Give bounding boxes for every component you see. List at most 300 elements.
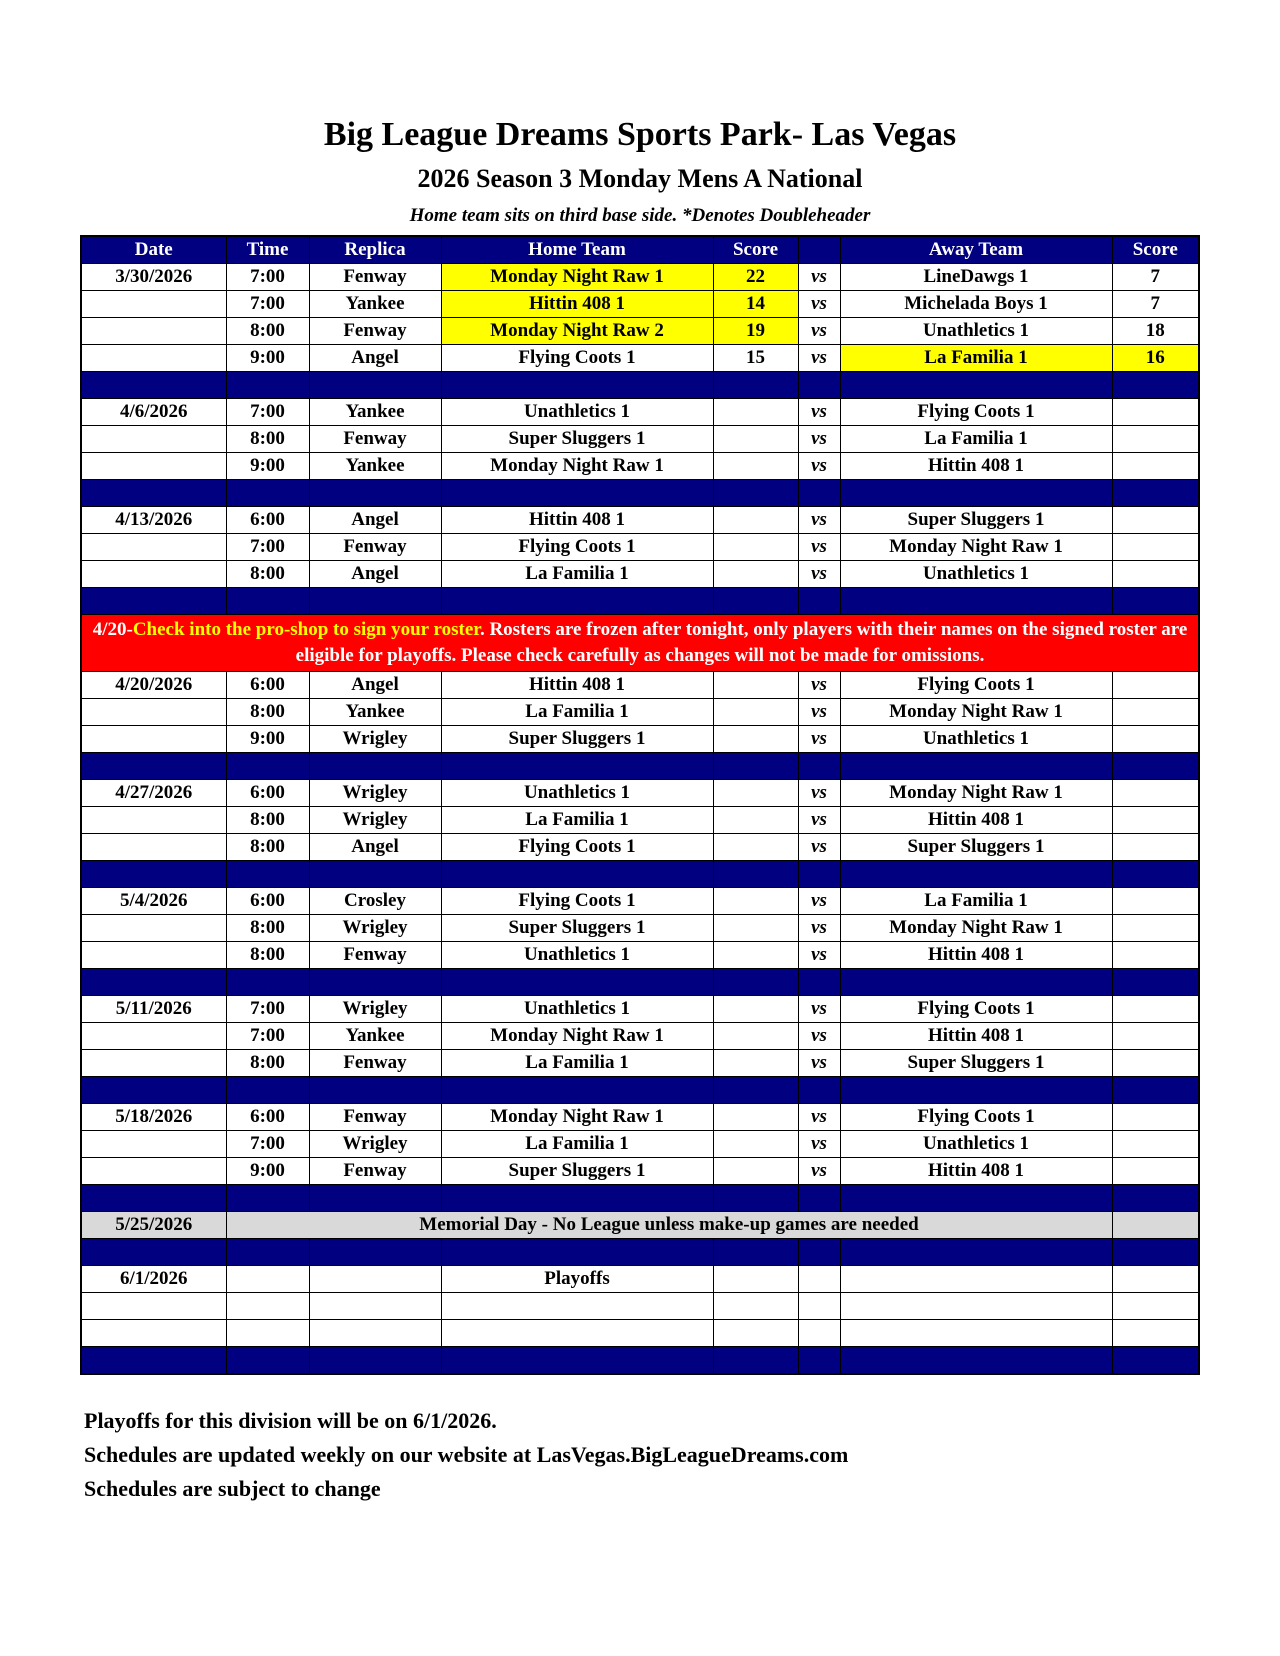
field-cell: Fenway bbox=[309, 318, 441, 345]
time-cell: 9:00 bbox=[226, 453, 309, 480]
separator-cell bbox=[441, 1077, 713, 1104]
game-row bbox=[81, 942, 1199, 969]
home-score-cell bbox=[713, 834, 798, 861]
separator-cell bbox=[713, 861, 798, 888]
date-cell bbox=[81, 561, 226, 588]
roster-notice bbox=[81, 615, 1199, 672]
separator-cell bbox=[840, 861, 1112, 888]
date-cell bbox=[81, 807, 226, 834]
separator-cell bbox=[441, 1239, 713, 1266]
separator-cell bbox=[309, 753, 441, 780]
vs-cell: vs bbox=[798, 672, 840, 699]
separator-cell bbox=[840, 1239, 1112, 1266]
separator-cell bbox=[840, 588, 1112, 615]
away-score-cell bbox=[1112, 1023, 1199, 1050]
field-cell: Wrigley bbox=[309, 996, 441, 1023]
empty-cell bbox=[713, 1266, 798, 1293]
home-team-cell: Super Sluggers 1 bbox=[441, 726, 713, 753]
home-team-cell: Playoffs bbox=[441, 1266, 713, 1293]
separator-cell bbox=[226, 1239, 309, 1266]
notice-rest: . Rosters are frozen after tonight, only players with their names on the signed roster are eligible for playoffs. Please check carefully as changes will not be made for omissions. bbox=[295, 619, 1188, 666]
vs-cell: vs bbox=[798, 915, 840, 942]
separator-row bbox=[81, 480, 1199, 507]
game-row bbox=[81, 345, 1199, 372]
empty-cell bbox=[1112, 1320, 1199, 1347]
vs-cell: vs bbox=[798, 291, 840, 318]
home-score-cell bbox=[713, 780, 798, 807]
away-score-cell bbox=[1112, 399, 1199, 426]
date-cell: 4/20/2026 bbox=[81, 672, 226, 699]
separator-cell bbox=[713, 969, 798, 996]
col-date: Date bbox=[81, 236, 226, 264]
home-score-cell: 19 bbox=[713, 318, 798, 345]
home-score-cell: 14 bbox=[713, 291, 798, 318]
date-cell bbox=[81, 726, 226, 753]
away-team-cell: Unathletics 1 bbox=[840, 318, 1112, 345]
away-team-cell: Hittin 408 1 bbox=[840, 453, 1112, 480]
date-cell bbox=[81, 291, 226, 318]
time-cell: 8:00 bbox=[226, 1050, 309, 1077]
field-cell: Angel bbox=[309, 507, 441, 534]
game-row bbox=[81, 264, 1199, 291]
separator-cell bbox=[1112, 372, 1199, 399]
separator-cell bbox=[713, 1077, 798, 1104]
time-cell: 9:00 bbox=[226, 345, 309, 372]
separator-cell bbox=[798, 588, 840, 615]
time-cell: 8:00 bbox=[226, 426, 309, 453]
separator-row bbox=[81, 372, 1199, 399]
field-cell: Fenway bbox=[309, 534, 441, 561]
date-cell: 4/27/2026 bbox=[81, 780, 226, 807]
home-team-cell: Hittin 408 1 bbox=[441, 291, 713, 318]
separator-cell bbox=[226, 969, 309, 996]
schedule-note: Home team sits on third base side. *Denotes Doubleheader bbox=[409, 205, 871, 226]
home-team-cell: Unathletics 1 bbox=[441, 942, 713, 969]
home-score-cell bbox=[713, 1050, 798, 1077]
time-cell: 6:00 bbox=[226, 672, 309, 699]
vs-cell: vs bbox=[798, 996, 840, 1023]
game-row bbox=[81, 426, 1199, 453]
away-score-cell bbox=[1112, 915, 1199, 942]
away-score-cell bbox=[1112, 426, 1199, 453]
separator-row bbox=[81, 1239, 1199, 1266]
away-score-cell bbox=[1112, 672, 1199, 699]
empty-cell bbox=[1112, 1266, 1199, 1293]
away-team-cell: LineDawgs 1 bbox=[840, 264, 1112, 291]
away-score-cell bbox=[1112, 534, 1199, 561]
home-score-cell bbox=[713, 1158, 798, 1185]
separator-cell bbox=[441, 480, 713, 507]
away-score-cell bbox=[1112, 453, 1199, 480]
away-team-cell: Hittin 408 1 bbox=[840, 942, 1112, 969]
separator-cell bbox=[713, 1239, 798, 1266]
field-cell: Fenway bbox=[309, 264, 441, 291]
away-team-cell: Unathletics 1 bbox=[840, 1131, 1112, 1158]
date-cell bbox=[81, 1023, 226, 1050]
game-row bbox=[81, 534, 1199, 561]
date-cell: 5/25/2026 bbox=[81, 1212, 226, 1239]
separator-cell bbox=[713, 753, 798, 780]
away-team-cell: Unathletics 1 bbox=[840, 561, 1112, 588]
separator-cell bbox=[81, 588, 226, 615]
vs-cell: vs bbox=[798, 1131, 840, 1158]
home-team-cell: Hittin 408 1 bbox=[441, 672, 713, 699]
game-row bbox=[81, 672, 1199, 699]
schedule-table bbox=[80, 235, 1200, 1375]
separator-cell bbox=[713, 480, 798, 507]
vs-cell: vs bbox=[798, 453, 840, 480]
away-team-cell: Super Sluggers 1 bbox=[840, 1050, 1112, 1077]
away-team-cell: Hittin 408 1 bbox=[840, 1023, 1112, 1050]
home-score-cell bbox=[713, 726, 798, 753]
away-score-cell bbox=[1112, 1131, 1199, 1158]
col-home-team: Home Team bbox=[441, 236, 713, 264]
separator-cell bbox=[798, 969, 840, 996]
time-cell: 8:00 bbox=[226, 561, 309, 588]
time-cell bbox=[226, 1293, 309, 1320]
away-score-cell bbox=[1112, 507, 1199, 534]
empty-cell bbox=[840, 1266, 1112, 1293]
field-cell: Yankee bbox=[309, 291, 441, 318]
separator-cell bbox=[1112, 588, 1199, 615]
home-team-cell: La Familia 1 bbox=[441, 1050, 713, 1077]
game-row bbox=[81, 888, 1199, 915]
field-cell: Wrigley bbox=[309, 915, 441, 942]
table-header bbox=[81, 236, 1199, 264]
field-cell bbox=[309, 1320, 441, 1347]
away-team-cell: La Familia 1 bbox=[840, 888, 1112, 915]
game-row bbox=[81, 1050, 1199, 1077]
field-cell: Yankee bbox=[309, 1023, 441, 1050]
field-cell: Crosley bbox=[309, 888, 441, 915]
playoff-row bbox=[81, 1266, 1199, 1293]
home-score-cell bbox=[713, 561, 798, 588]
notice-prefix: 4/20- bbox=[92, 619, 133, 640]
field-cell: Fenway bbox=[309, 942, 441, 969]
separator-cell bbox=[798, 861, 840, 888]
vs-cell: vs bbox=[798, 561, 840, 588]
separator-cell bbox=[840, 480, 1112, 507]
away-team-cell: Monday Night Raw 1 bbox=[840, 699, 1112, 726]
empty-cell bbox=[840, 1293, 1112, 1320]
field-cell: Angel bbox=[309, 834, 441, 861]
game-row bbox=[81, 996, 1199, 1023]
separator-cell bbox=[226, 1077, 309, 1104]
home-score-cell bbox=[713, 1104, 798, 1131]
col-away-team: Away Team bbox=[840, 236, 1112, 264]
footer-line: Schedules are subject to change bbox=[84, 1476, 381, 1501]
separator-cell bbox=[441, 753, 713, 780]
home-score-cell bbox=[713, 399, 798, 426]
vs-cell: vs bbox=[798, 426, 840, 453]
game-row bbox=[81, 561, 1199, 588]
col-vs bbox=[798, 236, 840, 264]
separator-row bbox=[81, 969, 1199, 996]
game-row bbox=[81, 399, 1199, 426]
separator-cell bbox=[226, 861, 309, 888]
vs-cell: vs bbox=[798, 834, 840, 861]
empty-cell bbox=[1112, 1212, 1199, 1239]
game-row bbox=[81, 1158, 1199, 1185]
separator-row bbox=[81, 753, 1199, 780]
separator-cell bbox=[798, 1077, 840, 1104]
time-cell: 6:00 bbox=[226, 507, 309, 534]
page-title: Big League Dreams Sports Park- Las Vegas bbox=[323, 116, 957, 153]
separator-cell bbox=[226, 372, 309, 399]
holiday-text: Memorial Day - No League unless make-up games are needed bbox=[226, 1212, 1112, 1239]
home-team-cell: Super Sluggers 1 bbox=[441, 915, 713, 942]
empty-cell bbox=[1112, 1293, 1199, 1320]
separator-cell bbox=[1112, 861, 1199, 888]
vs-cell: vs bbox=[798, 1158, 840, 1185]
away-score-cell bbox=[1112, 1050, 1199, 1077]
date-cell: 5/18/2026 bbox=[81, 1104, 226, 1131]
game-row bbox=[81, 1131, 1199, 1158]
separator-row bbox=[81, 1347, 1199, 1375]
home-score-cell bbox=[713, 507, 798, 534]
date-cell bbox=[81, 426, 226, 453]
home-team-cell bbox=[441, 1293, 713, 1320]
away-team-cell: La Familia 1 bbox=[840, 345, 1112, 372]
field-cell: Wrigley bbox=[309, 1131, 441, 1158]
date-cell bbox=[81, 1293, 226, 1320]
separator-cell bbox=[798, 1239, 840, 1266]
time-cell: 8:00 bbox=[226, 699, 309, 726]
playoff-row bbox=[81, 1293, 1199, 1320]
separator-cell bbox=[309, 1077, 441, 1104]
field-cell: Fenway bbox=[309, 1104, 441, 1131]
home-team-cell: Unathletics 1 bbox=[441, 780, 713, 807]
away-team-cell: La Familia 1 bbox=[840, 426, 1112, 453]
time-cell: 8:00 bbox=[226, 807, 309, 834]
game-row bbox=[81, 780, 1199, 807]
separator-cell bbox=[840, 753, 1112, 780]
home-score-cell bbox=[713, 807, 798, 834]
away-team-cell: Unathletics 1 bbox=[840, 726, 1112, 753]
field-cell: Yankee bbox=[309, 399, 441, 426]
empty-cell bbox=[798, 1320, 840, 1347]
col-away-score: Score bbox=[1112, 236, 1199, 264]
away-score-cell: 7 bbox=[1112, 264, 1199, 291]
away-score-cell: 18 bbox=[1112, 318, 1199, 345]
page-subtitle: 2026 Season 3 Monday Mens A National bbox=[417, 164, 863, 193]
date-cell: 5/4/2026 bbox=[81, 888, 226, 915]
home-team-cell: La Familia 1 bbox=[441, 699, 713, 726]
footer-line: Playoffs for this division will be on 6/1/2026. bbox=[84, 1408, 497, 1433]
home-team-cell bbox=[441, 1320, 713, 1347]
vs-cell: vs bbox=[798, 1023, 840, 1050]
home-team-cell: Flying Coots 1 bbox=[441, 888, 713, 915]
field-cell: Fenway bbox=[309, 1158, 441, 1185]
game-row bbox=[81, 318, 1199, 345]
separator-cell bbox=[309, 861, 441, 888]
separator-cell bbox=[81, 1347, 226, 1375]
home-team-cell: Unathletics 1 bbox=[441, 399, 713, 426]
separator-cell bbox=[309, 1185, 441, 1212]
time-cell: 7:00 bbox=[226, 1023, 309, 1050]
date-cell bbox=[81, 345, 226, 372]
vs-cell: vs bbox=[798, 807, 840, 834]
home-team-cell: Unathletics 1 bbox=[441, 996, 713, 1023]
game-row bbox=[81, 834, 1199, 861]
separator-cell bbox=[798, 372, 840, 399]
time-cell: 7:00 bbox=[226, 264, 309, 291]
home-team-cell: Super Sluggers 1 bbox=[441, 1158, 713, 1185]
vs-cell: vs bbox=[798, 699, 840, 726]
vs-cell: vs bbox=[798, 1050, 840, 1077]
home-score-cell bbox=[713, 915, 798, 942]
separator-cell bbox=[840, 372, 1112, 399]
away-score-cell bbox=[1112, 942, 1199, 969]
away-score-cell bbox=[1112, 780, 1199, 807]
home-team-cell: Monday Night Raw 1 bbox=[441, 1104, 713, 1131]
time-cell: 8:00 bbox=[226, 915, 309, 942]
away-team-cell: Monday Night Raw 1 bbox=[840, 915, 1112, 942]
away-team-cell: Hittin 408 1 bbox=[840, 807, 1112, 834]
away-score-cell: 16 bbox=[1112, 345, 1199, 372]
away-score-cell bbox=[1112, 807, 1199, 834]
date-cell: 4/13/2026 bbox=[81, 507, 226, 534]
separator-cell bbox=[1112, 969, 1199, 996]
home-team-cell: Monday Night Raw 1 bbox=[441, 264, 713, 291]
away-score-cell bbox=[1112, 1104, 1199, 1131]
separator-cell bbox=[441, 969, 713, 996]
date-cell bbox=[81, 1320, 226, 1347]
field-cell: Angel bbox=[309, 561, 441, 588]
separator-cell bbox=[798, 753, 840, 780]
time-cell: 6:00 bbox=[226, 780, 309, 807]
date-cell: 5/11/2026 bbox=[81, 996, 226, 1023]
time-cell: 8:00 bbox=[226, 318, 309, 345]
field-cell bbox=[309, 1266, 441, 1293]
time-cell: 7:00 bbox=[226, 291, 309, 318]
time-cell: 7:00 bbox=[226, 1131, 309, 1158]
game-row bbox=[81, 507, 1199, 534]
separator-cell bbox=[309, 588, 441, 615]
col-time: Time bbox=[226, 236, 309, 264]
home-score-cell: 15 bbox=[713, 345, 798, 372]
separator-row bbox=[81, 1185, 1199, 1212]
home-team-cell: Flying Coots 1 bbox=[441, 834, 713, 861]
separator-cell bbox=[309, 372, 441, 399]
home-team-cell: Monday Night Raw 2 bbox=[441, 318, 713, 345]
separator-cell bbox=[1112, 1239, 1199, 1266]
separator-cell bbox=[81, 861, 226, 888]
away-score-cell bbox=[1112, 561, 1199, 588]
home-score-cell bbox=[713, 1023, 798, 1050]
vs-cell: vs bbox=[798, 942, 840, 969]
home-score-cell bbox=[713, 996, 798, 1023]
field-cell: Fenway bbox=[309, 1050, 441, 1077]
date-cell bbox=[81, 1050, 226, 1077]
away-team-cell: Flying Coots 1 bbox=[840, 672, 1112, 699]
separator-cell bbox=[840, 1347, 1112, 1375]
separator-cell bbox=[81, 969, 226, 996]
away-team-cell: Monday Night Raw 1 bbox=[840, 534, 1112, 561]
vs-cell: vs bbox=[798, 534, 840, 561]
away-team-cell: Monday Night Raw 1 bbox=[840, 780, 1112, 807]
playoff-row bbox=[81, 1320, 1199, 1347]
field-cell: Angel bbox=[309, 345, 441, 372]
date-cell bbox=[81, 1131, 226, 1158]
separator-cell bbox=[81, 372, 226, 399]
game-row bbox=[81, 915, 1199, 942]
away-score-cell: 7 bbox=[1112, 291, 1199, 318]
home-team-cell: Monday Night Raw 1 bbox=[441, 453, 713, 480]
date-cell bbox=[81, 915, 226, 942]
separator-cell bbox=[713, 1347, 798, 1375]
empty-cell bbox=[798, 1293, 840, 1320]
empty-cell bbox=[840, 1320, 1112, 1347]
away-score-cell bbox=[1112, 888, 1199, 915]
separator-cell bbox=[81, 1239, 226, 1266]
date-cell bbox=[81, 453, 226, 480]
separator-cell bbox=[713, 372, 798, 399]
date-cell bbox=[81, 1158, 226, 1185]
vs-cell: vs bbox=[798, 888, 840, 915]
separator-cell bbox=[713, 1185, 798, 1212]
date-cell bbox=[81, 834, 226, 861]
empty-cell bbox=[798, 1266, 840, 1293]
separator-cell bbox=[1112, 480, 1199, 507]
separator-cell bbox=[309, 1239, 441, 1266]
home-score-cell bbox=[713, 426, 798, 453]
separator-cell bbox=[840, 1077, 1112, 1104]
home-score-cell: 22 bbox=[713, 264, 798, 291]
away-team-cell: Super Sluggers 1 bbox=[840, 507, 1112, 534]
time-cell bbox=[226, 1266, 309, 1293]
separator-cell bbox=[1112, 1347, 1199, 1375]
field-cell: Wrigley bbox=[309, 780, 441, 807]
empty-cell bbox=[713, 1320, 798, 1347]
game-row bbox=[81, 291, 1199, 318]
separator-cell bbox=[81, 753, 226, 780]
separator-cell bbox=[441, 1185, 713, 1212]
notice-row bbox=[81, 615, 1199, 672]
time-cell: 9:00 bbox=[226, 1158, 309, 1185]
field-cell: Angel bbox=[309, 672, 441, 699]
footer-line: Schedules are updated weekly on our website at LasVegas.BigLeagueDreams.com bbox=[84, 1442, 849, 1467]
home-team-cell: Monday Night Raw 1 bbox=[441, 1023, 713, 1050]
vs-cell: vs bbox=[798, 726, 840, 753]
separator-cell bbox=[1112, 753, 1199, 780]
separator-cell bbox=[840, 969, 1112, 996]
vs-cell: vs bbox=[798, 264, 840, 291]
separator-cell bbox=[798, 480, 840, 507]
col-replica: Replica bbox=[309, 236, 441, 264]
field-cell: Yankee bbox=[309, 699, 441, 726]
home-score-cell bbox=[713, 1131, 798, 1158]
home-team-cell: La Familia 1 bbox=[441, 561, 713, 588]
away-score-cell bbox=[1112, 996, 1199, 1023]
separator-cell bbox=[798, 1347, 840, 1375]
time-cell: 8:00 bbox=[226, 834, 309, 861]
away-team-cell: Flying Coots 1 bbox=[840, 1104, 1112, 1131]
time-cell: 7:00 bbox=[226, 534, 309, 561]
separator-cell bbox=[226, 753, 309, 780]
date-cell bbox=[81, 942, 226, 969]
empty-cell bbox=[713, 1293, 798, 1320]
field-cell: Wrigley bbox=[309, 807, 441, 834]
game-row bbox=[81, 453, 1199, 480]
separator-cell bbox=[1112, 1185, 1199, 1212]
separator-cell bbox=[840, 1185, 1112, 1212]
separator-cell bbox=[441, 372, 713, 399]
time-cell: 6:00 bbox=[226, 1104, 309, 1131]
time-cell: 8:00 bbox=[226, 942, 309, 969]
separator-cell bbox=[309, 1347, 441, 1375]
vs-cell: vs bbox=[798, 399, 840, 426]
